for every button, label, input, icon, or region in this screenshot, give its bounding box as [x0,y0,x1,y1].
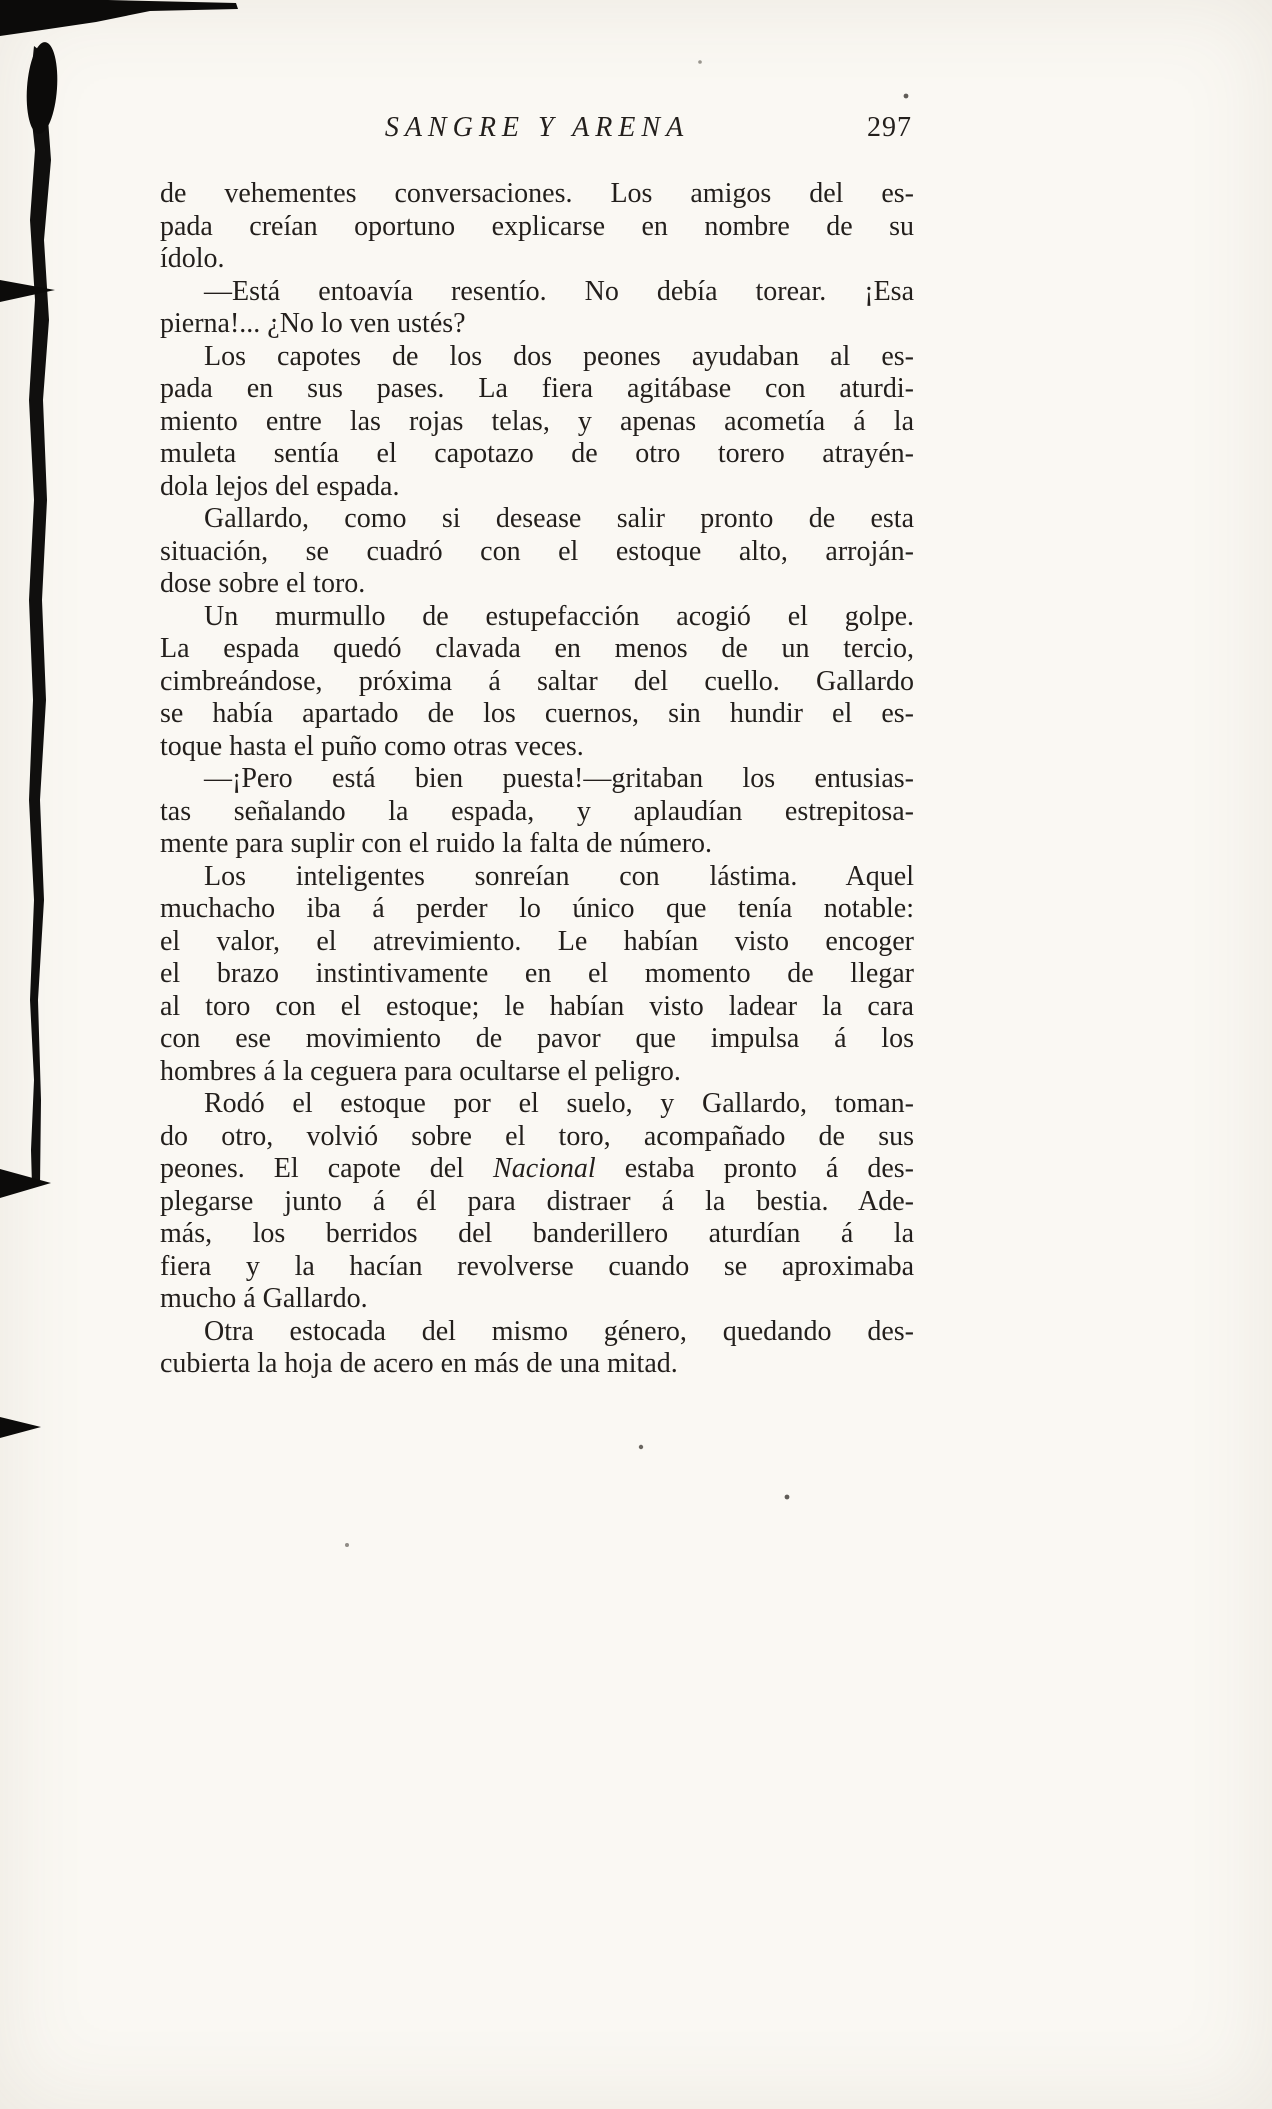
text-line: —¡Pero está bien puesta!—gritaban los entusias- [204,763,914,794]
text-line: tas señalando la espada, y aplaudían estrepitosa- [160,795,914,827]
text-line: Los capotes de los dos peones ayudaban al es- [204,340,914,372]
text-line: hombres á la ceguera para ocultarse el peligro. [160,1055,681,1087]
speckle [698,60,702,64]
text-line: muleta sentía el capotazo de otro torero atrayén- [160,438,914,469]
paragraph [160,861,914,1089]
paragraph [160,1088,914,1316]
text-line: plegarse junto á él para distraer á la bestia. Ade- [160,1185,914,1217]
text-line: de vehementes conversaciones. Los amigos del es- [160,178,914,209]
text-line: fiera y la hacían revolverse cuando se aproximaba [160,1250,914,1282]
text-line: Otra estocada del mismo género, quedando des- [204,1315,914,1347]
paragraph [160,276,914,341]
speckle [904,94,909,99]
text-line: do otro, volvió sobre el toro, acompañado de sus [160,1120,914,1152]
text-line: el valor, el atrevimiento. Le habían visto encoger [160,925,914,957]
text-line: mente para suplir con el ruido la falta de número. [160,828,713,859]
text-line: más, los berridos del banderillero aturdían á la [160,1218,914,1249]
paragraph [160,178,914,276]
speckle [345,1543,349,1547]
text-line: dose sobre el toro. [160,568,366,599]
page-number: 297 [867,112,912,143]
ink-mark-lower [0,1169,51,1198]
text-line: La espada quedó clavada en menos de un tercio, [160,633,914,664]
text-line: —Está entoavía resentío. No debía torear. ¡Esa [204,275,914,307]
paragraph [160,503,914,601]
text-line: cubierta la hoja de acero en más de una mitad. [160,1348,678,1379]
text-line: Un murmullo de estupefacción acogió el golpe. [204,600,914,632]
text-line: peones. El capote del Nacional estaba pronto á des- [160,1153,914,1184]
text-line: pada creían oportuno explicarse en nombre de su [160,210,914,242]
paragraph [160,341,914,504]
text-line: se había apartado de los cuernos, sin hundir el es- [160,698,914,729]
text-line: dola lejos del espada. [160,470,400,502]
ink-blob [24,41,60,135]
page-header [160,112,914,152]
running-title: SANGRE Y ARENA [384,112,690,143]
speckle [785,1495,790,1500]
text-line: mucho á Gallardo. [160,1283,368,1314]
paragraph [160,1316,914,1381]
text-line: Rodó el estoque por el suelo, y Gallardo, toman- [204,1088,914,1119]
ink-smudge-top-corner [0,0,238,36]
text-line: el brazo instintivamente en el momento de llegar [160,958,914,989]
text-line: toque hasta el puño como otras veces. [160,730,584,762]
text-line: ídolo. [160,243,225,274]
text-line: situación, se cuadró con el estoque alto, arroján- [160,535,914,567]
text-line: con ese movimiento de pavor que impulsa á los [160,1023,914,1054]
text-line: pierna!... ¿No lo ven ustés? [160,308,466,339]
binding-ink-strip [29,46,55,1186]
ink-mark-bottom [0,1417,41,1438]
speckle [639,1445,643,1449]
text-line: Gallardo, como si desease salir pronto de esta [204,503,914,534]
text-line: muchacho iba á perder lo único que tenía notable: [160,893,914,924]
text-line: miento entre las rojas telas, y apenas acometía á la [160,405,914,437]
ink-mark-upper [0,280,55,302]
paragraph [160,601,914,764]
text-line: Los inteligentes sonreían con lástima. Aquel [204,860,914,892]
text-block [160,178,914,1381]
text-line: al toro con el estoque; le habían visto ladear la cara [160,990,914,1022]
text-line: pada en sus pases. La fiera agitábase con aturdi- [160,373,914,404]
paragraph [160,763,914,861]
text-line: cimbreándose, próxima á saltar del cuello. Gallardo [160,665,914,697]
